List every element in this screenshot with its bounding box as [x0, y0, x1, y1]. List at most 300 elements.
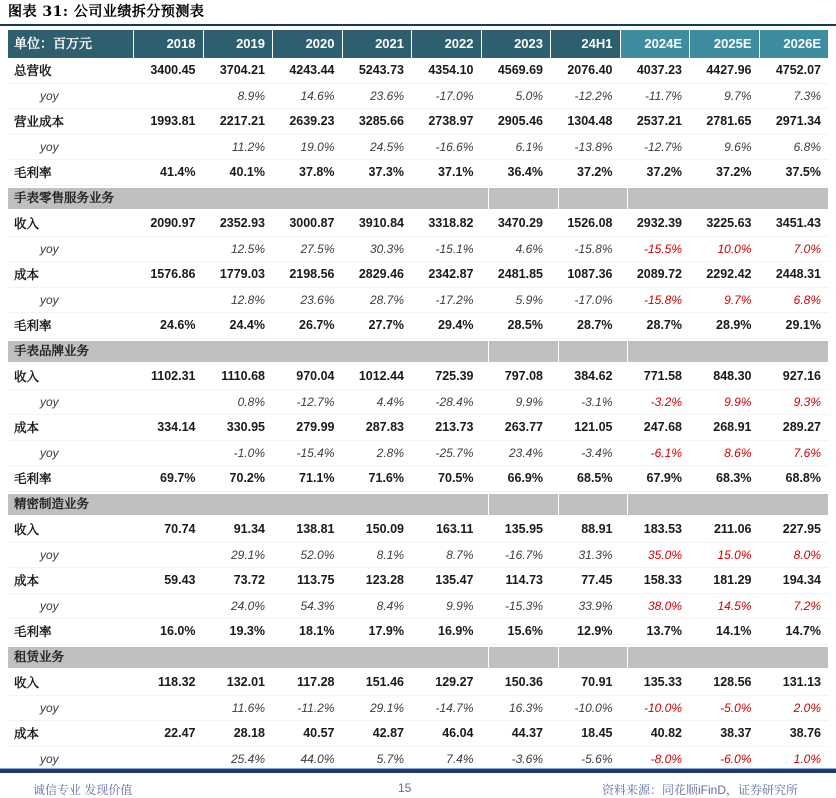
section-spacer: [488, 188, 558, 210]
cell-value: 6.8%: [793, 292, 821, 307]
section-spacer: [558, 494, 628, 516]
cell-value: -14.7%: [435, 700, 474, 715]
row-label: 收入: [14, 370, 40, 385]
cell-value: 2217.21: [219, 114, 265, 129]
cell-value: -3.2%: [650, 394, 682, 409]
table-row: [8, 160, 828, 186]
cell-value: -17.2%: [435, 292, 474, 307]
table-row: [8, 313, 828, 339]
table-row: [8, 466, 828, 492]
section-spacer: [627, 494, 828, 516]
row-label: 收入: [14, 676, 40, 691]
row-label: yoy: [40, 751, 59, 766]
cell-value: 4.6%: [515, 241, 543, 256]
cell-value: 3225.63: [706, 216, 752, 231]
cell-value: 384.62: [574, 369, 613, 384]
section-spacer: [627, 647, 828, 669]
year-header-cell: 2022: [411, 30, 481, 58]
row-label: 毛利率: [14, 472, 52, 487]
table-row: [8, 84, 828, 110]
cell-value: 289.27: [782, 420, 821, 435]
cell-value: 27.5%: [300, 241, 335, 256]
cell-value: 18.1%: [299, 624, 335, 639]
cell-value: 9.7%: [724, 88, 752, 103]
cell-value: 31.3%: [578, 547, 613, 562]
cell-value: 91.34: [233, 522, 265, 537]
cell-value: 2932.39: [636, 216, 682, 231]
cell-value: 227.95: [782, 522, 821, 537]
cell-value: 16.0%: [160, 624, 196, 639]
cell-value: 27.7%: [368, 318, 404, 333]
table-row: [8, 288, 828, 314]
unit-header-cell: 单位：百万元: [8, 30, 133, 58]
cell-value: 70.2%: [229, 471, 265, 486]
cell-value: 279.99: [296, 420, 335, 435]
cell-value: 4427.96: [706, 63, 752, 78]
cell-value: 14.7%: [785, 624, 821, 639]
cell-value: -17.0%: [435, 88, 474, 103]
row-label: yoy: [40, 241, 59, 256]
cell-value: -15.8%: [574, 241, 613, 256]
table-row: [8, 441, 828, 467]
section-row: [8, 494, 828, 516]
cell-value: 138.81: [296, 522, 335, 537]
cell-value: 3000.87: [289, 216, 335, 231]
section-row: [8, 341, 828, 363]
table-row: [8, 109, 828, 135]
cell-value: 71.6%: [368, 471, 404, 486]
title-rule: [0, 24, 836, 26]
cell-value: 118.32: [157, 675, 196, 690]
cell-value: 71.1%: [299, 471, 335, 486]
cell-value: 41.4%: [160, 165, 196, 180]
cell-value: 66.9%: [507, 471, 543, 486]
cell-value: 52.0%: [300, 547, 335, 562]
cell-value: 2448.31: [775, 267, 821, 282]
section-spacer: [558, 647, 628, 669]
cell-value: 26.7%: [299, 318, 335, 333]
cell-value: 54.3%: [300, 598, 335, 613]
row-label: yoy: [40, 292, 59, 307]
table-row: [8, 211, 828, 237]
cell-value: 1526.08: [567, 216, 613, 231]
cell-value: 114.73: [505, 573, 543, 588]
table-row: [8, 721, 828, 747]
cell-value: -10.0%: [574, 700, 613, 715]
section-label: 租赁业务: [8, 647, 488, 669]
cell-value: -15.5%: [643, 241, 682, 256]
cell-value: -15.1%: [435, 241, 474, 256]
cell-value: 12.5%: [230, 241, 265, 256]
cell-value: 36.4%: [507, 165, 543, 180]
cell-value: 42.87: [372, 726, 404, 741]
cell-value: 5.7%: [376, 751, 404, 766]
cell-value: 9.9%: [724, 394, 752, 409]
cell-value: 151.46: [365, 675, 404, 690]
cell-value: -12.7%: [296, 394, 335, 409]
cell-value: 7.2%: [793, 598, 821, 613]
cell-value: 121.05: [574, 420, 613, 435]
section-row: [8, 188, 828, 210]
cell-value: 9.9%: [515, 394, 543, 409]
cell-value: 29.1%: [369, 700, 404, 715]
cell-value: 37.2%: [716, 165, 752, 180]
cell-value: -1.0%: [233, 445, 265, 460]
cell-value: 1576.86: [150, 267, 196, 282]
cell-value: 44.37: [511, 726, 543, 741]
section-spacer: [558, 341, 628, 363]
cell-value: 29.1%: [785, 318, 821, 333]
cell-value: 2905.46: [497, 114, 543, 129]
section-spacer: [627, 188, 828, 210]
cell-value: 8.9%: [237, 88, 265, 103]
cell-value: 1087.36: [567, 267, 613, 282]
cell-value: 28.18: [233, 726, 265, 741]
year-header-cell: 2020: [272, 30, 342, 58]
cell-value: -12.2%: [574, 88, 613, 103]
cell-value: 7.3%: [793, 88, 821, 103]
cell-value: 68.3%: [716, 471, 752, 486]
cell-value: 24.4%: [229, 318, 265, 333]
cell-value: 927.16: [782, 369, 821, 384]
cell-value: 287.83: [365, 420, 404, 435]
cell-value: 38.76: [789, 726, 821, 741]
cell-value: -16.6%: [435, 139, 474, 154]
table-row: [8, 415, 828, 441]
cell-value: 11.2%: [231, 139, 265, 154]
cell-value: -3.1%: [581, 394, 613, 409]
row-label: 成本: [14, 421, 40, 436]
cell-value: 4243.44: [289, 63, 335, 78]
table-row: [8, 568, 828, 594]
cell-value: -8.0%: [650, 751, 682, 766]
figure-title: 图表 31: 公司业绩拆分预测表: [8, 4, 205, 20]
cell-value: 37.2%: [577, 165, 613, 180]
cell-value: 16.3%: [508, 700, 543, 715]
cell-value: 16.9%: [438, 624, 474, 639]
table-row: [8, 237, 828, 263]
footer-page-number-clipped: 15: [398, 781, 412, 795]
cell-value: -11.2%: [297, 700, 335, 715]
cell-value: 129.27: [435, 675, 474, 690]
cell-value: 135.95: [504, 522, 543, 537]
row-label: 成本: [14, 574, 40, 589]
cell-value: -10.0%: [643, 700, 682, 715]
cell-value: 150.09: [365, 522, 404, 537]
cell-value: 4569.69: [497, 63, 543, 78]
row-label: 毛利率: [14, 319, 52, 334]
cell-value: 5.9%: [515, 292, 543, 307]
cell-value: 0.8%: [237, 394, 265, 409]
cell-value: -15.8%: [643, 292, 682, 307]
cell-value: 5243.73: [358, 63, 404, 78]
cell-value: 28.7%: [369, 292, 404, 307]
cell-value: 2781.65: [706, 114, 752, 129]
row-label: yoy: [40, 88, 59, 103]
footer-source-clipped: 资料来源：同花顺iFinD，证券研究所: [601, 783, 798, 797]
cell-value: 2639.23: [289, 114, 335, 129]
table-row: [8, 543, 828, 569]
cell-value: 15.6%: [507, 624, 543, 639]
cell-value: 23.6%: [300, 292, 335, 307]
cell-value: 12.9%: [577, 624, 613, 639]
cell-value: 1993.81: [150, 114, 196, 129]
table-header-row: [8, 30, 828, 58]
cell-value: 40.57: [303, 726, 335, 741]
cell-value: 128.56: [713, 675, 752, 690]
cell-value: 37.3%: [368, 165, 404, 180]
cell-value: 24.5%: [369, 139, 404, 154]
cell-value: 25.4%: [230, 751, 265, 766]
table-row: [8, 364, 828, 390]
cell-value: 4752.07: [775, 63, 821, 78]
section-spacer: [488, 647, 558, 669]
cell-value: 14.1%: [716, 624, 752, 639]
year-header-cell: 2024E: [620, 30, 690, 58]
cell-value: 725.39: [435, 369, 474, 384]
cell-value: 24.6%: [160, 318, 196, 333]
cell-value: 1102.31: [151, 369, 196, 384]
cell-value: -5.6%: [581, 751, 613, 766]
cell-value: 2738.97: [428, 114, 474, 129]
table-row: [8, 594, 828, 620]
cell-value: 7.4%: [446, 751, 474, 766]
cell-value: 37.1%: [438, 165, 474, 180]
cell-value: -6.1%: [650, 445, 682, 460]
cell-value: 28.7%: [646, 318, 682, 333]
section-spacer: [558, 188, 628, 210]
cell-value: 46.04: [442, 726, 474, 741]
cell-value: 70.5%: [438, 471, 474, 486]
cell-value: -5.0%: [720, 700, 752, 715]
cell-value: 3470.29: [497, 216, 543, 231]
cell-value: 4354.10: [428, 63, 474, 78]
section-label: 精密制造业务: [8, 494, 488, 516]
cell-value: 37.8%: [299, 165, 335, 180]
table-row: [8, 390, 828, 416]
row-label: yoy: [40, 547, 59, 562]
row-label: yoy: [40, 394, 59, 409]
cell-value: 15.0%: [717, 547, 752, 562]
cell-value: 268.91: [713, 420, 752, 435]
row-label: 营业成本: [14, 115, 65, 130]
cell-value: -13.8%: [574, 139, 613, 154]
cell-value: 37.5%: [785, 165, 821, 180]
year-header-cell: 2018: [133, 30, 203, 58]
cell-value: 70.74: [164, 522, 196, 537]
row-label: 毛利率: [14, 625, 52, 640]
cell-value: 132.01: [226, 675, 265, 690]
cell-value: 3704.21: [219, 63, 265, 78]
cell-value: 1.0%: [793, 751, 821, 766]
cell-value: 18.45: [581, 726, 613, 741]
section-spacer: [488, 341, 558, 363]
cell-value: 10.0%: [717, 241, 752, 256]
row-label: 成本: [14, 727, 40, 742]
cell-value: 247.68: [643, 420, 682, 435]
cell-value: 7.6%: [793, 445, 821, 460]
cell-value: 17.9%: [368, 624, 404, 639]
cell-value: 28.5%: [507, 318, 543, 333]
cell-value: 135.47: [435, 573, 474, 588]
cell-value: 70.91: [581, 675, 613, 690]
cell-value: -12.7%: [643, 139, 682, 154]
cell-value: -17.0%: [574, 292, 613, 307]
cell-value: 8.7%: [446, 547, 474, 562]
cell-value: 35.0%: [647, 547, 682, 562]
cell-value: 33.9%: [578, 598, 613, 613]
cell-value: 44.0%: [300, 751, 335, 766]
row-label: 总营收: [14, 64, 52, 79]
cell-value: 1012.44: [358, 369, 404, 384]
cell-value: 14.5%: [717, 598, 752, 613]
cell-value: 38.0%: [647, 598, 682, 613]
cell-value: 68.5%: [577, 471, 613, 486]
cell-value: 24.0%: [230, 598, 265, 613]
footer-disclaimer-clipped: 诚信专业 发现价值: [33, 783, 133, 797]
cell-value: 8.1%: [376, 547, 404, 562]
cell-value: 19.3%: [229, 624, 265, 639]
row-label: yoy: [40, 598, 59, 613]
table-row: [8, 58, 828, 84]
cell-value: 797.08: [504, 369, 543, 384]
cell-value: 22.47: [164, 726, 196, 741]
cell-value: 1779.03: [219, 267, 265, 282]
cell-value: 23.6%: [369, 88, 404, 103]
cell-value: 2292.42: [706, 267, 752, 282]
cell-value: 123.28: [365, 573, 404, 588]
cell-value: 2352.93: [219, 216, 265, 231]
cell-value: 2481.85: [497, 267, 543, 282]
cell-value: 7.0%: [793, 241, 821, 256]
page-footer-rule: [0, 768, 836, 773]
year-header-cell: 24H1: [550, 30, 620, 58]
cell-value: -3.4%: [581, 445, 613, 460]
cell-value: 163.11: [435, 522, 474, 537]
cell-value: 3400.45: [150, 63, 196, 78]
year-header-cell: 2023: [481, 30, 551, 58]
section-spacer: [488, 494, 558, 516]
cell-value: 213.73: [435, 420, 474, 435]
cell-value: 113.75: [296, 573, 335, 588]
cell-value: 3318.82: [428, 216, 474, 231]
cell-value: 28.9%: [716, 318, 752, 333]
cell-value: 28.7%: [577, 318, 613, 333]
cell-value: 2090.97: [150, 216, 196, 231]
cell-value: 2.8%: [376, 445, 404, 460]
cell-value: 194.34: [782, 573, 821, 588]
cell-value: 2971.34: [775, 114, 821, 129]
cell-value: 5.0%: [515, 88, 543, 103]
cell-value: 150.36: [504, 675, 543, 690]
cell-value: 23.4%: [508, 445, 543, 460]
cell-value: 2198.56: [289, 267, 335, 282]
year-header-cell: 2021: [342, 30, 412, 58]
cell-value: 12.8%: [230, 292, 265, 307]
cell-value: 8.4%: [376, 598, 404, 613]
cell-value: 11.6%: [231, 700, 265, 715]
row-label: 收入: [14, 217, 40, 232]
cell-value: 37.2%: [646, 165, 682, 180]
cell-value: 330.95: [226, 420, 265, 435]
cell-value: 771.58: [643, 369, 682, 384]
table-row: [8, 670, 828, 696]
cell-value: 848.30: [713, 369, 752, 384]
cell-value: -15.4%: [296, 445, 335, 460]
cell-value: 14.6%: [300, 88, 335, 103]
cell-value: 73.72: [233, 573, 265, 588]
cell-value: 40.82: [650, 726, 682, 741]
row-label: 毛利率: [14, 166, 52, 181]
cell-value: 40.1%: [229, 165, 265, 180]
row-label: 成本: [14, 268, 40, 283]
cell-value: 88.91: [581, 522, 613, 537]
cell-value: 38.37: [720, 726, 752, 741]
year-header-cell: 2025E: [689, 30, 759, 58]
section-label: 手表品牌业务: [8, 341, 488, 363]
row-label: yoy: [40, 139, 59, 154]
table-row: [8, 696, 828, 722]
cell-value: 3451.43: [775, 216, 821, 231]
cell-value: 59.43: [164, 573, 196, 588]
cell-value: 8.0%: [793, 547, 821, 562]
table-row: [8, 262, 828, 288]
cell-value: 68.8%: [785, 471, 821, 486]
cell-value: 211.06: [713, 522, 752, 537]
cell-value: 158.33: [643, 573, 682, 588]
table-row: [8, 135, 828, 161]
cell-value: -3.6%: [511, 751, 543, 766]
cell-value: 117.28: [296, 675, 335, 690]
cell-value: 2829.46: [358, 267, 404, 282]
cell-value: 9.6%: [724, 139, 752, 154]
row-label: yoy: [40, 445, 59, 460]
cell-value: 131.13: [782, 675, 821, 690]
section-spacer: [627, 341, 828, 363]
cell-value: 77.45: [581, 573, 613, 588]
cell-value: -16.7%: [504, 547, 543, 562]
year-header-cell: 2026E: [759, 30, 829, 58]
cell-value: 1110.68: [221, 369, 265, 384]
cell-value: -25.7%: [435, 445, 474, 460]
cell-value: 4037.23: [636, 63, 682, 78]
cell-value: 2342.87: [428, 267, 474, 282]
cell-value: 263.77: [504, 420, 543, 435]
cell-value: 970.04: [296, 369, 335, 384]
section-label: 手表零售服务业务: [8, 188, 488, 210]
cell-value: 8.6%: [724, 445, 752, 460]
cell-value: 181.29: [713, 573, 752, 588]
cell-value: -11.7%: [644, 88, 682, 103]
cell-value: 183.53: [643, 522, 682, 537]
table-row: [8, 619, 828, 645]
cell-value: 6.8%: [793, 139, 821, 154]
cell-value: 3910.84: [358, 216, 404, 231]
section-row: [8, 647, 828, 669]
cell-value: 2089.72: [636, 267, 682, 282]
cell-value: 69.7%: [160, 471, 196, 486]
row-label: yoy: [40, 700, 59, 715]
cell-value: -15.3%: [504, 598, 543, 613]
cell-value: 29.1%: [230, 547, 265, 562]
cell-value: 6.1%: [515, 139, 543, 154]
cell-value: 29.4%: [438, 318, 474, 333]
cell-value: 334.14: [157, 420, 196, 435]
cell-value: 3285.66: [358, 114, 404, 129]
cell-value: -6.0%: [720, 751, 752, 766]
cell-value: 9.7%: [724, 292, 752, 307]
forecast-table: [8, 30, 828, 772]
